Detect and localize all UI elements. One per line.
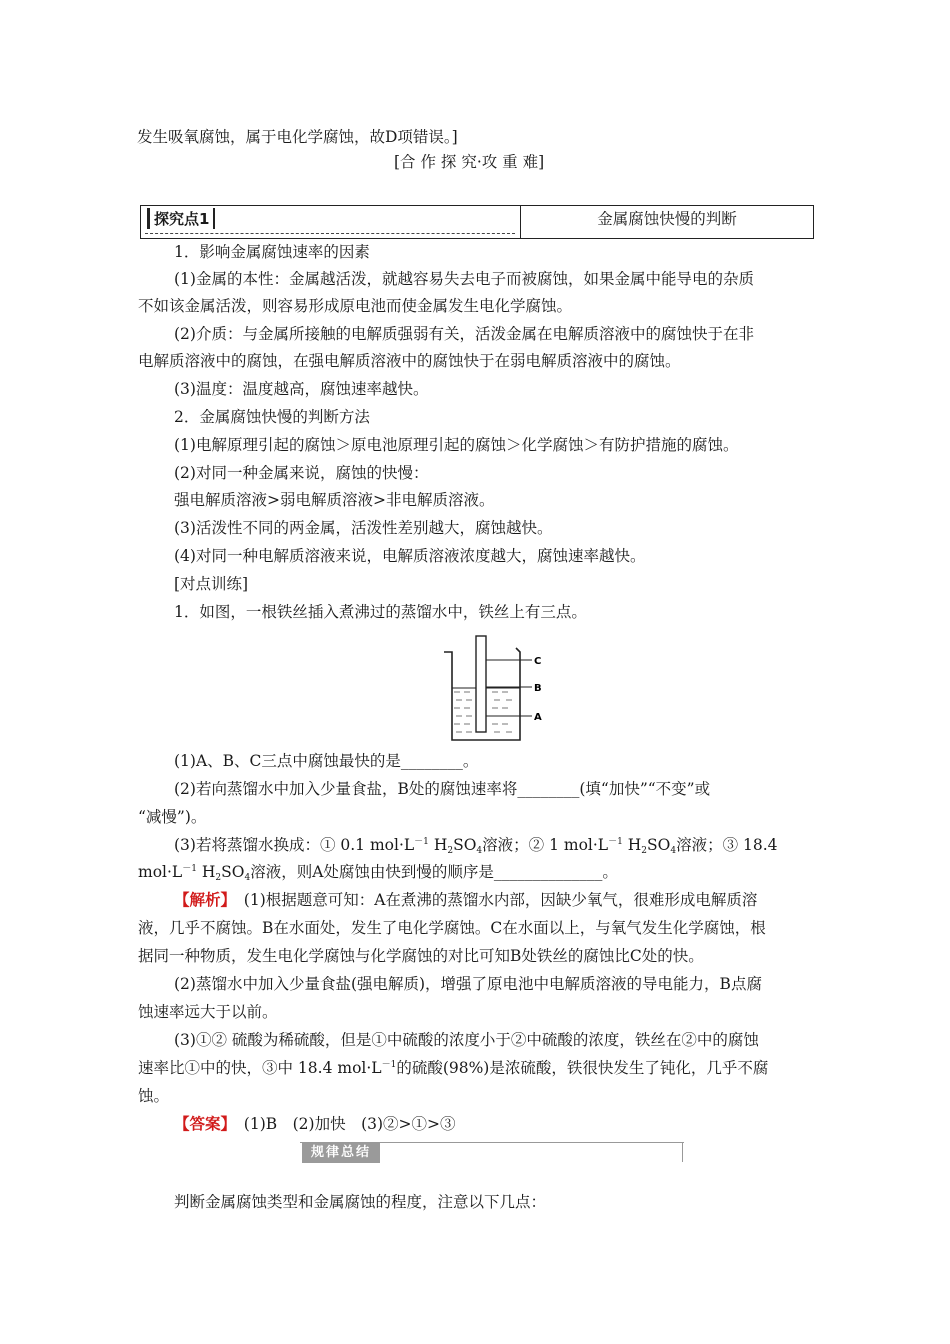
topic-dash-line: [145, 233, 515, 234]
label-B: B: [534, 683, 542, 694]
answer-line: 【答案】 (1)B (2)加快 (3)②>①>③: [174, 1114, 456, 1133]
section-banner: [合 作 探 究·攻 重 难]: [394, 153, 545, 171]
label-A: A: [534, 712, 542, 723]
analysis-line-4: (2)蒸馏水中加入少量食盐(强电解质)，增强了原电池中电解质溶液的导电能力，B点腐: [174, 975, 762, 993]
para-medium-1: (2)介质：与金属所接触的电解质强弱有关，活泼金属在电解质溶液中的腐蚀快于在非: [174, 325, 754, 343]
topic-label: 探究点1: [147, 208, 215, 229]
question-1-part-1: (1)A、B、C三点中腐蚀最快的是________。: [174, 752, 479, 770]
analysis-line-1: 【解析】 (1)根据题意可知：A在煮沸的蒸馏水内部，因缺少氧气，很难形成电解质溶: [174, 890, 758, 909]
rule-summary-badge: 规律总结: [302, 1143, 380, 1163]
method-3: (3)活泼性不同的两金属，活泼性差别越大，腐蚀越快。: [174, 519, 553, 537]
analysis-line-6: (3)①② 硫酸为稀硫酸，但是①中硫酸的浓度小于②中硫酸的浓度，铁丝在②中的腐蚀: [174, 1031, 759, 1049]
heading-methods: 2．金属腐蚀快慢的判断方法: [174, 408, 370, 426]
question-1-part-3-line-2: $mol\cdot L^{-1}$ $H_2SO_4$溶液，则A处腐蚀由快到慢的顺序是______________。: [138, 863, 618, 883]
answer-tag: 【答案】: [174, 1114, 229, 1133]
para-nature-2: 不如该金属活泼，则容易形成原电池而使金属发生电化学腐蚀。: [138, 297, 573, 315]
para-temperature: (3)温度：温度越高，腐蚀速率越快。: [174, 380, 429, 398]
label-C: C: [534, 656, 542, 667]
question-1-part-2-line-1: (2)若向蒸馏水中加入少量食盐，B处的腐蚀速率将________(填“加快”“不变”或: [174, 780, 711, 798]
question-1-part-3-line-1: (3)若将蒸馏水换成：① 0.1 $mol\cdot L^{-1}$ $H_2SO_4$溶液；② 1 $mol\cdot L^{-1}$ $H_2SO_4$溶液；③ 18.4: [174, 836, 778, 856]
topic-title: 金属腐蚀快慢的判断: [597, 210, 737, 228]
method-2: (2)对同一种金属来说，腐蚀的快慢：: [174, 464, 429, 482]
analysis-line-5: 蚀速率远大于以前。: [138, 1003, 278, 1021]
iron-wire: [476, 636, 486, 732]
method-2-detail: 强电解质溶液>弱电解质溶液>非电解质溶液。: [174, 491, 495, 509]
analysis-line-2: 液，几乎不腐蚀。B在水面处，发生了电化学腐蚀。C在水面以上，与氧气发生化学腐蚀，根: [138, 919, 766, 937]
topic-label-cell: [141, 206, 521, 238]
heading-factors: 1．影响金属腐蚀速率的因素: [174, 243, 370, 261]
topic-box: [140, 205, 814, 239]
analysis-line-8: 蚀。: [138, 1087, 170, 1105]
question-1: 1．如图，一根铁丝插入煮沸过的蒸馏水中，铁丝上有三点。: [174, 603, 587, 621]
question-1-part-2-line-2: “减慢”)。: [138, 808, 207, 826]
para-medium-2: 电解质溶液中的腐蚀，在强电解质溶液中的腐蚀快于在弱电解质溶液中的腐蚀。: [138, 352, 681, 370]
rule-summary-header: [300, 1140, 685, 1162]
para-nature-1: (1)金属的本性：金属越活泼，就越容易失去电子而被腐蚀，如果金属中能导电的杂质: [174, 270, 754, 288]
analysis-line-7: 速率比①中的快，③中 18.4 $mol\cdot L^{-1}$的硫酸(98%)是浓硫酸，铁很快发生了钝化，几乎不腐: [138, 1059, 769, 1077]
training-heading: [对点训练]: [174, 575, 249, 593]
method-1: (1)电解原理引起的腐蚀＞原电池原理引起的腐蚀＞化学腐蚀＞有防护措施的腐蚀。: [174, 436, 739, 454]
intro-line: 发生吸氧腐蚀，属于电化学腐蚀，故D项错误。]: [137, 128, 458, 146]
analysis-line-3: 据同一种物质，发生电化学腐蚀与化学腐蚀的对比可知B处铁丝的腐蚀比C处的快。: [138, 947, 704, 965]
final-line: 判断金属腐蚀类型和金属腐蚀的程度，注意以下几点：: [174, 1193, 547, 1211]
method-4: (4)对同一种电解质溶液来说，电解质溶液浓度越大，腐蚀速率越快。: [174, 547, 646, 565]
rule-right-line: [682, 1142, 683, 1162]
analysis-tag: 【解析】: [174, 890, 229, 909]
beaker-figure: [440, 630, 555, 748]
